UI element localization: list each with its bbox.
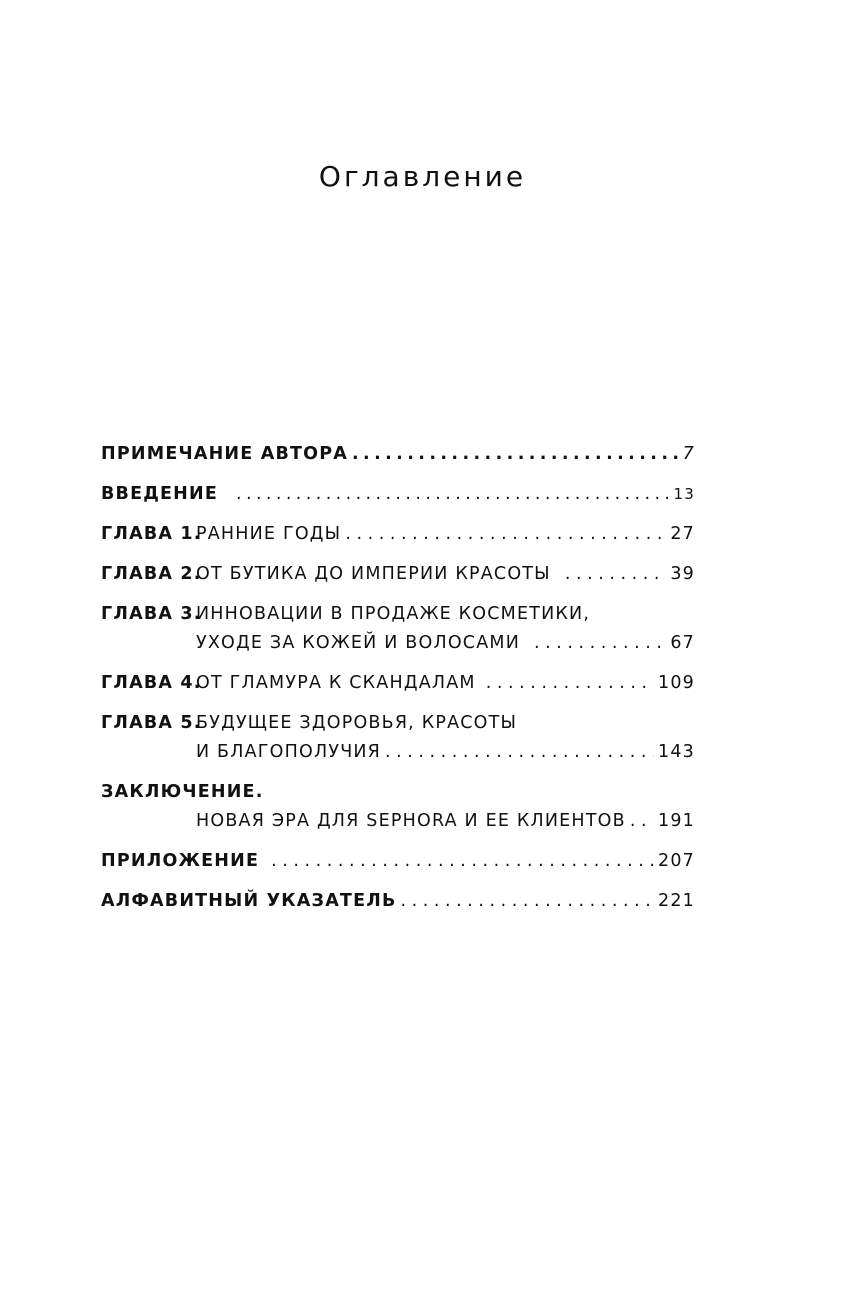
toc-page-number: 207: [657, 851, 695, 871]
toc-entry-author-note[interactable]: [101, 440, 695, 469]
toc-label: ГЛАВА 2.: [101, 564, 202, 584]
toc-page-number: 143: [657, 742, 695, 762]
toc-entry-chapter-1[interactable]: [101, 520, 695, 549]
toc-title-line-1: БУДУЩЕЕ ЗДОРОВЬЯ, КРАСОТЫ: [196, 713, 518, 733]
toc-title: ОТ БУТИКА ДО ИМПЕРИИ КРАСОТЫ: [196, 564, 551, 584]
toc-entry-intro[interactable]: [101, 480, 695, 509]
toc-entry-index[interactable]: [101, 887, 695, 916]
toc-title-line-2: УХОДЕ ЗА КОЖЕЙ И ВОЛОСАМИ: [196, 633, 520, 653]
page-title: Оглавление: [318, 160, 527, 193]
dot-leader: [345, 520, 666, 549]
toc-label: ГЛАВА 3.: [101, 604, 202, 624]
toc-page-number: 221: [657, 891, 695, 911]
toc-page-number: 39: [670, 564, 695, 584]
dot-leader: [565, 560, 667, 589]
toc-title: ОТ ГЛАМУРА К СКАНДАЛАМ: [196, 673, 476, 693]
dot-leader: [271, 847, 654, 876]
toc-title-line-2: И БЛАГОПОЛУЧИЯ: [196, 742, 382, 762]
toc-label: ЗАКЛЮЧЕНИЕ.: [101, 782, 264, 802]
toc-label: ГЛАВА 5.: [101, 713, 202, 733]
toc-label: АЛФАВИТНЫЙ УКАЗАТЕЛЬ: [101, 891, 397, 911]
toc-page-number: 13: [673, 485, 695, 503]
toc-title-line-1: ИННОВАЦИИ В ПРОДАЖЕ КОСМЕТИКИ,: [196, 604, 591, 624]
toc-entry-conclusion[interactable]: [101, 778, 695, 836]
toc-label: ГЛАВА 1.: [101, 524, 202, 544]
toc-label: ВВЕДЕНИЕ: [101, 484, 219, 504]
toc-page-number: 109: [657, 673, 695, 693]
dot-leader: [385, 738, 654, 767]
dot-leader: [534, 629, 666, 658]
toc-page-number: 27: [670, 524, 695, 544]
toc-entry-chapter-2[interactable]: [101, 560, 695, 589]
table-of-contents: [101, 440, 695, 927]
toc-label: ПРИМЕЧАНИЕ АВТОРА: [101, 444, 348, 464]
toc-page-number: 7: [682, 444, 695, 464]
toc-title: РАННИЕ ГОДЫ: [196, 524, 342, 544]
dot-leader: [401, 887, 654, 916]
dot-leader: [352, 440, 679, 469]
toc-title: НОВАЯ ЭРА ДЛЯ SEPHORA И ЕЕ КЛИЕНТОВ: [196, 811, 626, 831]
toc-entry-appendix[interactable]: [101, 847, 695, 876]
dot-leader: [236, 480, 669, 509]
toc-page-number: 67: [670, 633, 695, 653]
toc-entry-chapter-4[interactable]: [101, 669, 695, 698]
toc-label: ПРИЛОЖЕНИЕ: [101, 851, 260, 871]
toc-entry-chapter-3[interactable]: [101, 600, 695, 658]
toc-page-number: 191: [657, 811, 695, 831]
toc-label: ГЛАВА 4.: [101, 673, 202, 693]
dot-leader: [630, 807, 654, 836]
dot-leader: [486, 669, 654, 698]
toc-entry-chapter-5[interactable]: [101, 709, 695, 767]
